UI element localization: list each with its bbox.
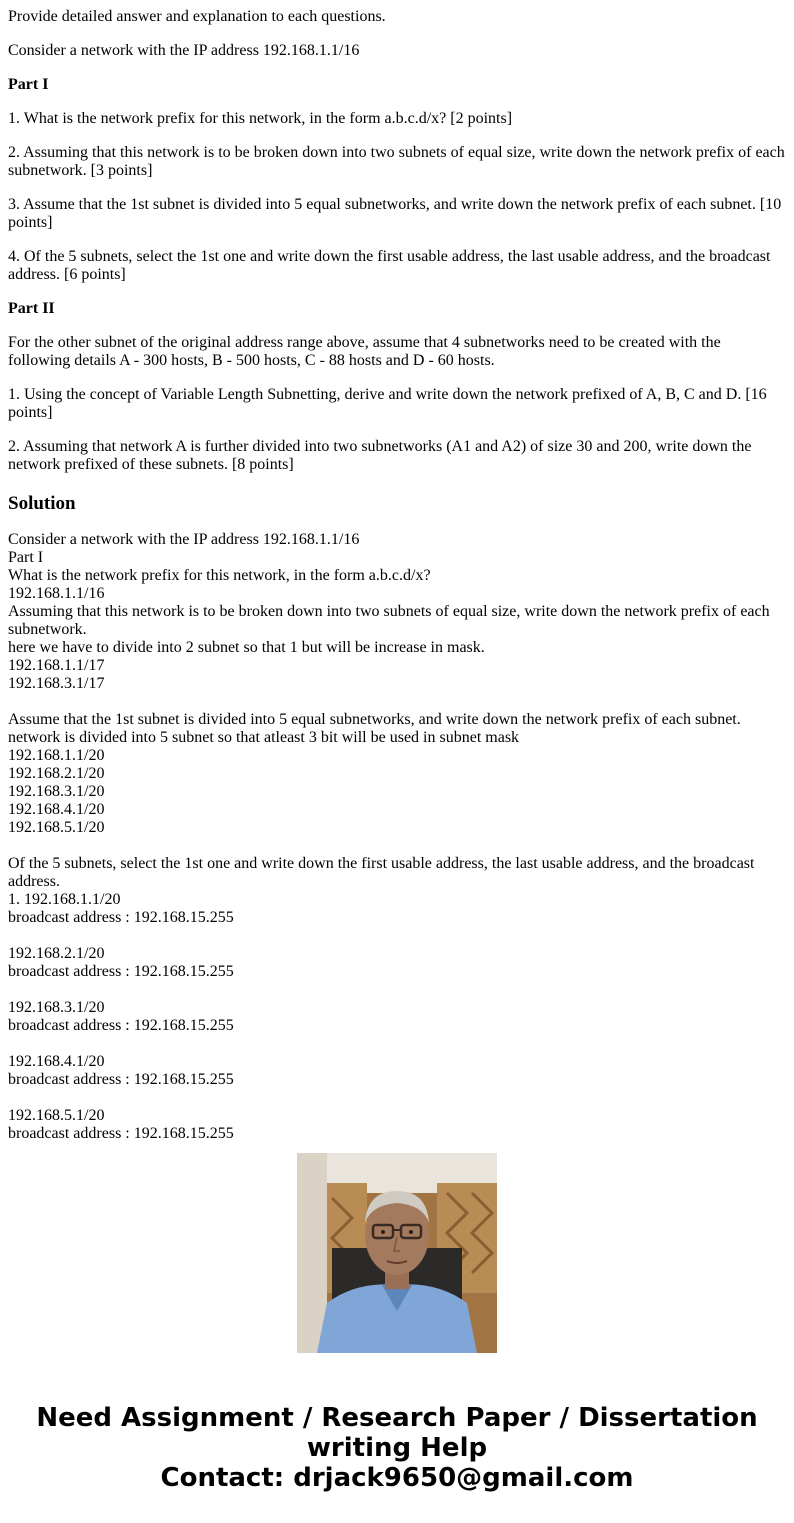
solution-block-3 [8, 855, 786, 1143]
part2-question-2: 2. Assuming that network A is further divided into two subnetworks (A1 and A2) of size 30 and 200, write down the network prefixed of these subnets. [8 points] [8, 438, 752, 473]
solution-line: Part I [8, 549, 44, 566]
blank-line [8, 1089, 786, 1107]
solution-line: 192.168.3.1/20 [8, 783, 105, 800]
solution-line: Assuming that this network is to be broken down into two subnets of equal size, write down the network prefix of each subnetwork. [8, 603, 770, 638]
promo-line-2: writing Help [306, 1433, 488, 1463]
question-network: Consider a network with the IP address 192.168.1.1/16 [8, 42, 360, 59]
part1-question-1: 1. What is the network prefix for this network, in the form a.b.c.d/x? [2 points] [8, 110, 513, 127]
document-content [8, 0, 786, 1142]
subnet-broadcast: broadcast address : 192.168.15.255 [8, 1125, 234, 1142]
solution-block-2 [8, 711, 786, 837]
blank-line [8, 981, 786, 999]
solution-line: Of the 5 subnets, select the 1st one and write down the first usable address, the last usable address, and the broadcast address. [8, 855, 755, 890]
subnet-prefix: 192.168.4.1/20 [8, 1053, 105, 1070]
solution-line: here we have to divide into 2 subnet so that 1 but will be increase in mask. [8, 639, 485, 656]
subnet-prefix: 192.168.2.1/20 [8, 945, 105, 962]
solution-block-1 [8, 531, 786, 693]
portrait-image [297, 1153, 497, 1353]
solution-line: What is the network prefix for this network, in the form a.b.c.d/x? [8, 567, 431, 584]
solution-line: 192.168.1.1/20 [8, 747, 105, 764]
blank-line [8, 693, 786, 711]
subnet-broadcast: broadcast address : 192.168.15.255 [8, 963, 234, 980]
subnet-broadcast: broadcast address : 192.168.15.255 [8, 1017, 234, 1034]
blank-line [8, 927, 786, 945]
solution-line: 192.168.1.1/17 [8, 657, 105, 674]
solution-line: 192.168.5.1/20 [8, 819, 105, 836]
part1-heading: Part I [8, 76, 49, 93]
subnet-prefix: 192.168.3.1/20 [8, 999, 105, 1016]
solution-line: 192.168.2.1/20 [8, 765, 105, 782]
subnet-prefix: 1. 192.168.1.1/20 [8, 891, 121, 908]
blank-line [8, 837, 786, 855]
promo-line-1: Need Assignment / Research Paper / Dissertation [36, 1403, 758, 1433]
author-avatar [297, 1153, 497, 1353]
solution-line: 192.168.1.1/16 [8, 585, 105, 602]
part1-question-3: 3. Assume that the 1st subnet is divided into 5 equal subnetworks, and write down the network prefix of each subnet. [10 points] [8, 196, 782, 231]
part1-question-4: 4. Of the 5 subnets, select the 1st one and write down the first usable address, the last usable address, and the broadcast address. [6 points] [8, 248, 771, 283]
subnet-broadcast: broadcast address : 192.168.15.255 [8, 909, 234, 926]
promo-banner [0, 1403, 794, 1493]
subnet-broadcast: broadcast address : 192.168.15.255 [8, 1071, 234, 1088]
solution-line: network is divided into 5 subnet so that atleast 3 bit will be used in subnet mask [8, 729, 520, 746]
solution-line: Assume that the 1st subnet is divided into 5 equal subnetworks, and write down the network prefix of each subnet. [8, 711, 741, 728]
solution-heading: Solution [8, 493, 76, 514]
part2-heading: Part II [8, 300, 55, 317]
part1-question-2: 2. Assuming that this network is to be broken down into two subnets of equal size, write down the network prefix of each subnetwork. [3 points] [8, 144, 785, 179]
subnet-prefix: 192.168.5.1/20 [8, 1107, 105, 1124]
part2-question-1: 1. Using the concept of Variable Length Subnetting, derive and write down the network prefixed of A, B, C and D. [16 points] [8, 386, 767, 421]
part2-intro: For the other subnet of the original address range above, assume that 4 subnetworks need to be created with the following details A - 300 hosts, B - 500 hosts, C - 88 hosts and D - 60 hosts. [8, 334, 721, 369]
question-intro: Provide detailed answer and explanation to each questions. [8, 8, 386, 25]
blank-line [8, 1035, 786, 1053]
solution-line: 192.168.4.1/20 [8, 801, 105, 818]
promo-contact: Contact: drjack9650@gmail.com [160, 1463, 634, 1493]
solution-line: Consider a network with the IP address 192.168.1.1/16 [8, 531, 360, 548]
solution-line: 192.168.3.1/17 [8, 675, 105, 692]
